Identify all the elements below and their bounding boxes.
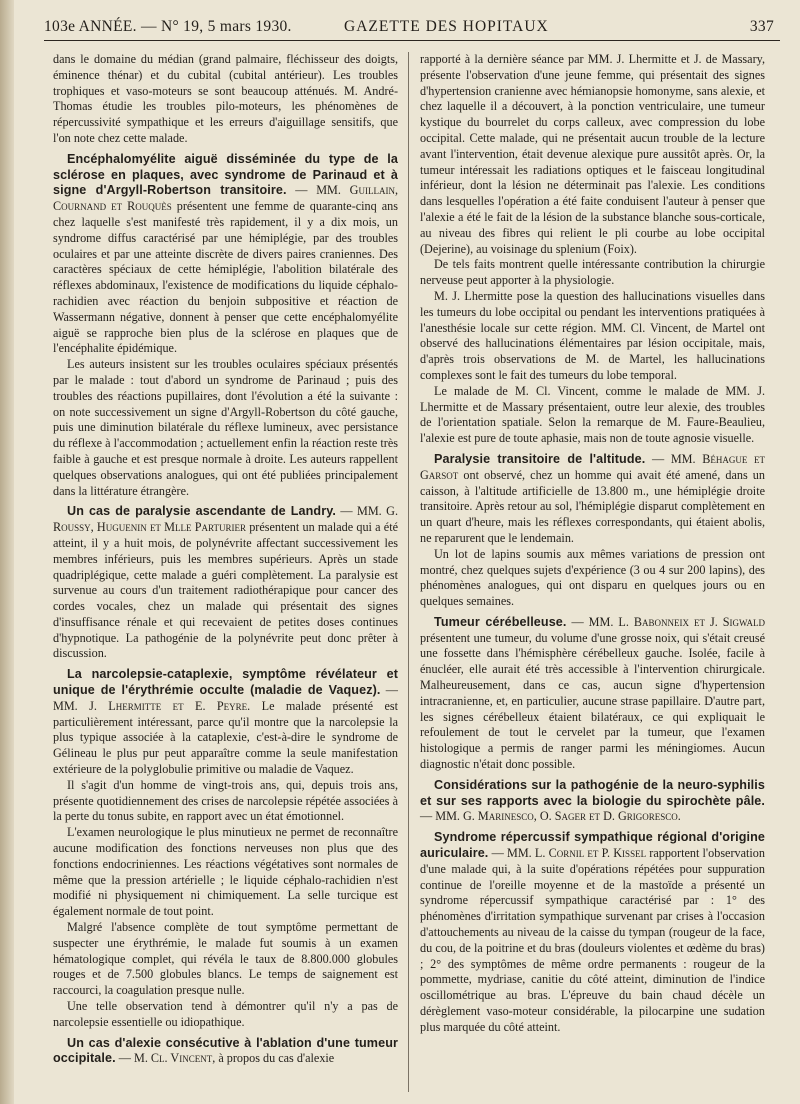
section-text: présentent un malade qui a été atteint, il y a huit mois, de polynévrite affectant successivement les membres inférieurs, puis les membres supérieurs. Après un stade quadriplégique, cette malade a guéri complètement. La paralysie est survenue au cours d'un traitement radiothérapique pour cancer des cordes vocales, chez un malade qui présentait des signes d'insuffisance rénale et qui recevaient de petites doses continues d'hypnotique. La pathogénie de la polynévrite peut donc prêter à discussion. <box>53 520 398 661</box>
section-title: Paralysie transitoire de l'altitude. <box>434 451 646 466</box>
section-authors: — MM. J. Lhermitte et E. Peyre. <box>53 683 398 713</box>
section-authors: — MM. L. Babonneix et J. Sigwald <box>566 614 765 629</box>
section-authors: — M. Cl. Vincent, <box>115 1051 216 1066</box>
paragraph: L'examen neurologique le plus minutieux ne permet de reconnaître aucune modification des fonctions nerveuses non plus que des fonctions endocriniennes. Les réactions végétatives sont normales de même que la pression artérielle ; le liquide céphalo-rachidien n'est modifié ni physiquement ni chimiquement. La selle turcique est également normale de tout point. <box>53 825 398 919</box>
section-title: Syndrome répercussif sympathique régional d'origine auriculaire. <box>420 830 765 861</box>
paragraph: Une telle observation tend à démontrer qu'il n'y a pas de narcolepsie essentielle ou idiopathique. <box>53 999 398 1029</box>
section-authors: — MM. G. Marinesco, O. Sager et D. Grigoresco. <box>420 809 681 824</box>
section-title: Encéphalomyélite aiguë disséminée du type de la sclérose en plaques, avec syndrome de Parinaud et à signe d'Argyll-Robertson transitoire. <box>53 151 398 198</box>
section-authors: — MM. Guillain, Cournand et Rouquès <box>53 183 398 214</box>
section-alexie <box>53 1036 398 1068</box>
section-landry <box>53 504 398 662</box>
paragraph: Il s'agit d'un homme de vingt-trois ans, qui, depuis trois ans, présente quotidiennement des crises de narcolepsie répétée associées à la perte du tonus subite, en rapport avec un état émotionnel. <box>53 777 398 824</box>
section-text: Le malade présenté est particulièrement intéressant, parce qu'il montre que la narcolepsie la plus typique associée à la cataplexie, c'est-à-dire le syndrome de Gélineau le plus pur peut apparaître comme la seule manifestation extérieure de la polyglobulie primitive ou maladie de Vaquez. <box>53 698 398 777</box>
section-text: présentent une femme de quarante-cinq ans chez laquelle s'est manifesté très rapidement, il y a dix mois, un syndrome diffus caractérisé par une hémiplégie, par des troubles oculaires et par une atteinte discrète de divers paires craniennes. Des caractères spéciaux de cette hémiplégie, l'abolition bilatérale des réflexes abdominaux, l'existence de modifications du liquide céphalo-rachidien avec réaction du benjoin subpositive et réaction de Wassermann négative, donnent à penser que cette encéphalomyélite aiguë se rapproche bien plus de la sclérose en plaques que de l'encéphalite épidémique. <box>53 199 398 356</box>
section-authors: — MM. Béhague et Garsot <box>420 451 765 482</box>
paragraph: Malgré l'absence complète de tout symptôme permettant de suspecter une érythrémie, le malade fut soumis à un examen hématologique complet, qui révéla le taux de 8.800.000 globules rouges et de 7.500 globules blancs. Le temps de saignement est raccourci, la coagulation presque nulle. <box>53 920 398 998</box>
header-rule <box>44 40 780 41</box>
paragraph: Un lot de lapins soumis aux mêmes variations de pression ont montré, chez quelques sujets d'expérience (3 ou 4 sur 200 lapins), des phénomènes analogues, qui ont disparu en quelques jours ou en quelques semaines. <box>420 546 765 609</box>
section-narcolepsie <box>53 667 398 778</box>
section-syndrome <box>420 830 765 1035</box>
journal-title: GAZETTE DES HOPITAUX <box>344 18 549 35</box>
paragraph: M. J. Lhermitte pose la question des hallucinations visuelles dans les tumeurs du lobe occipital ou pendant les interventions pratiquées à l'anesthésie locale sur cette région. MM. Cl. Vincent, de Martel ont observé des hallucinations élémentaires par lésion occipitale, mais, d'après trois observations de M. de Martel, les hallucinations complexes sont le fait des tumeurs du lobe temporal. <box>420 288 765 382</box>
right-column <box>420 52 765 1036</box>
section-altitude <box>420 452 765 547</box>
page-header <box>44 10 774 38</box>
paragraph: Les auteurs insistent sur les troubles oculaires spéciaux présentés par le malade : tout d'abord un syndrome de Parinaud ; puis des troubles des réactions pupillaires, dont l'évolution a été la suivante : on note successivement un signe d'Argyll-Robertson du côté gauche, puis une diminution bilatérale du réflexe lumineux, avec persistance du réflexe à l'accommodation ; actuellement enfin la réaction reste très faible à gauche et est presque normale à droite. Les auteurs rappellent quelques observations analogues, qui ont été publiées principalement dans la littérature étrangère. <box>53 357 398 498</box>
section-title: Un cas de paralysie ascendante de Landry. <box>67 504 336 519</box>
section-title: La narcolepsie-cataplexie, symptôme révélateur et unique de l'érythrémie occulte (maladie de Vaquez). <box>53 667 398 698</box>
section-authors: — MM. G. Roussy, Huguenin et Mlle Parturier <box>53 504 398 535</box>
section-title: Tumeur cérébelleuse. <box>434 614 567 629</box>
issue-info: 103e ANNÉE. — N° 19, 5 mars 1930. <box>44 18 292 35</box>
section-text: à propos du cas d'alexie <box>215 1051 335 1066</box>
section-text: rapportent l'observation d'une malade qui, à la suite d'opérations répétées pour suppuration continue de l'oreille moyenne et de la mastoïde a présenté un syndrome répercussif sympathique caractérisé par : 1° des phénomènes d'irritation sympathique survenant par crises à l'occasion d'attouchements au niveau de la caisse du tympan (rougeur de la face, du cou, de la poitrine et du bras (douleurs violentes et œdème du bras) ; 2° des symptômes de même ordre permanents : rougeur de la pommette, mydriase, canitie du côté atteint, diminution de l'indice oscillométrique au bras. L'épreuve du bain chaud décèle un dérèglement vaso-moteur considérable, la pilocarpine une sudation plus marquée du côté atteint. <box>420 846 765 1034</box>
paragraph: Le malade de M. Cl. Vincent, comme le malade de MM. J. Lhermitte et de Massary présentaient, outre leur alexie, des troubles de l'orientation spatiale. Selon la remarque de M. Faure-Beaulieu, l'alexie est pure de toute aphasie, mais non de toute agnosie visuelle. <box>420 383 765 446</box>
section-encephalomyelite <box>53 152 398 357</box>
section-tumeur <box>420 615 765 773</box>
page-binding-edge <box>0 0 14 1104</box>
section-text: présentent une tumeur, du volume d'une grosse noix, qui s'était creusé une fossette dans l'hémisphère cérébelleux gauche. Isolée, facile à énucléer, elle aurait été très accessible à l'intervention chirurgicale. Malheureusement, dans ce cas, aucun signe d'hypertension intracranienne, et, en particulier, aucune strase papillaire. D'autre part, les signes cérébelleux étaient bilatéraux, ce qui expliquait le refoulement de tout le cervelet par la tumeur, que l'examen histologique a permis de ranger parmi les méningiomes. Aucun diagnostic n'était donc possible. <box>420 630 765 772</box>
paragraph: rapporté à la dernière séance par MM. J. Lhermitte et J. de Massary, présente l'observation d'une jeune femme, qui présentait des signes d'hypertension cranienne avec hémianopsie homonyme, sans alexie, et chez laquelle il a découvert, à la ponction ventriculaire, une tumeur kystique du bourrelet du corps calleux, avec compression du lobe occipital. Cette malade, qui ne présentait aucun trouble de la lecture avant l'intervention, était devenue alexique pure aussitôt après. Or, la tumeur intéressait les radiations optiques et le faisceau longitudinal inférieur, dont la lésion ne déterminait pas l'alexie. Les conditions dans lesquelles l'opération a été faite conduisent l'auteur à penser que l'alexie a été le fait de la lésion de la substance blanche sous-corticale, au niveau des fibres qui relient le pli courbe au lobe occipital (Dejerine), au voisinage du splenium (Foix). <box>420 52 765 256</box>
left-column <box>53 52 398 1067</box>
section-authors: — MM. L. Cornil et P. Kissel <box>488 846 647 861</box>
section-title: Considérations sur la pathogénie de la neuro-syphilis et sur ses rapports avec la biologie du spirochète pâle. <box>420 777 765 808</box>
paragraph: De tels faits montrent quelle intéressante contribution la chirurgie nerveuse peut apporter à la physiologie. <box>420 257 765 288</box>
column-divider <box>408 52 409 1092</box>
section-title: Un cas d'alexie consécutive à l'ablation d'une tumeur occipitale. <box>53 1035 398 1066</box>
paragraph: dans le domaine du médian (grand palmaire, fléchisseur des doigts, éminence thénar) et du cubital (cubital antérieur). Les troubles trophiques et vaso-moteurs se sont beaucoup atténués. M. André-Thomas étudie les troubles pilo-moteurs, les phénomènes de répercussivité sympathique et les erreurs d'aiguillage sensitifs, que l'on note chez cette malade. <box>53 52 398 145</box>
section-text: ont observé, chez un homme qui avait été amené, dans un caisson, à l'altitude artificielle de 13.800 m., une hémiplégie droite transitoire. Après retour au sol, l'hémiplégie disparut complètement en un quart d'heure, mais les réflexes correspondants, qui étaient abolis, ne reparurent que le lendemain. <box>420 467 765 545</box>
section-neurosyphilis <box>420 778 765 825</box>
page-number: 337 <box>749 18 774 35</box>
